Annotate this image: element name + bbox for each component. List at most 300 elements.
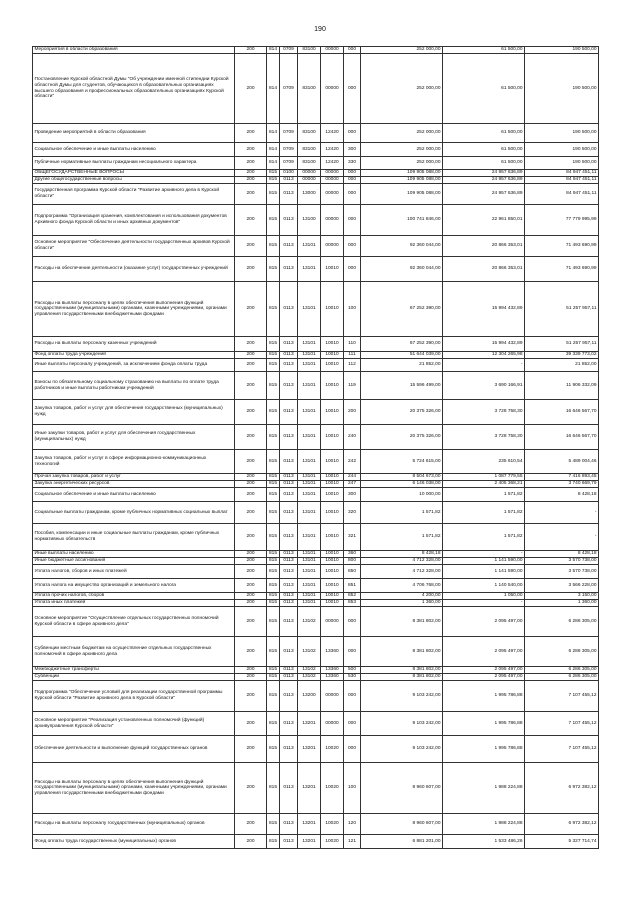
row-name: Фонд оплаты труда государственных (муниципальных) органов bbox=[33, 835, 235, 849]
amount-executed: 1 050,00 bbox=[443, 593, 525, 600]
table-row bbox=[33, 607, 599, 637]
code-ministry-200: 200 bbox=[235, 143, 267, 157]
code-expense-type: 000 bbox=[344, 236, 361, 257]
code-section: 0113 bbox=[280, 736, 298, 763]
amount-remaining: 77 779 995,99 bbox=[525, 205, 599, 236]
table-row bbox=[33, 54, 599, 124]
amount-approved: 100 741 846,00 bbox=[361, 205, 443, 236]
code-department: 815 bbox=[267, 593, 280, 600]
row-name: Иные закупки товаров, работ и услуг для обеспечения государственных (муниципальных) нужд bbox=[33, 425, 235, 450]
code-expense-type: 244 bbox=[344, 474, 361, 481]
amount-approved: 252 000,00 bbox=[361, 124, 443, 143]
code-department: 815 bbox=[267, 600, 280, 607]
code-section: 0100 bbox=[280, 170, 298, 177]
row-name: ОБЩЕГОСУДАРСТВЕННЫЕ ВОПРОСЫ bbox=[33, 170, 235, 177]
code-expense-type: 000 bbox=[344, 257, 361, 282]
amount-executed: 1 571,82 bbox=[443, 524, 525, 551]
amount-executed: 1 995 786,88 bbox=[443, 736, 525, 763]
amount-remaining: 190 500,00 bbox=[525, 124, 599, 143]
amount-remaining: 190 500,00 bbox=[525, 157, 599, 170]
code-department: 815 bbox=[267, 474, 280, 481]
code-program: 13102 bbox=[298, 637, 321, 667]
code-section: 0113 bbox=[280, 551, 298, 558]
amount-approved: 4 712 328,00 bbox=[361, 558, 443, 565]
code-department: 815 bbox=[267, 282, 280, 337]
amount-remaining: 190 500,00 bbox=[525, 54, 599, 124]
amount-executed: 1 995 786,88 bbox=[443, 712, 525, 736]
amount-executed: - bbox=[443, 359, 525, 372]
amount-remaining: 7 107 455,12 bbox=[525, 681, 599, 712]
code-program: 13101 bbox=[298, 425, 321, 450]
code-expense-type: 300 bbox=[344, 143, 361, 157]
table-row bbox=[33, 814, 599, 835]
code-direction: 10020 bbox=[321, 763, 344, 814]
amount-approved: 20 375 326,00 bbox=[361, 400, 443, 425]
code-direction: 10010 bbox=[321, 600, 344, 607]
code-ministry-200: 200 bbox=[235, 736, 267, 763]
table-row bbox=[33, 177, 599, 184]
code-program: 13102 bbox=[298, 607, 321, 637]
code-section: 0113 bbox=[280, 579, 298, 593]
code-ministry-200: 200 bbox=[235, 425, 267, 450]
table-row bbox=[33, 184, 599, 205]
amount-remaining: 6 972 382,12 bbox=[525, 763, 599, 814]
amount-executed: 12 304 265,98 bbox=[443, 352, 525, 359]
code-direction: 10010 bbox=[321, 282, 344, 337]
code-department: 814 bbox=[267, 143, 280, 157]
amount-approved: 15 596 499,00 bbox=[361, 372, 443, 400]
code-section: 0709 bbox=[280, 124, 298, 143]
code-direction: 00000 bbox=[321, 607, 344, 637]
code-ministry-200: 200 bbox=[235, 352, 267, 359]
table-row bbox=[33, 474, 599, 481]
amount-approved: 20 375 326,00 bbox=[361, 425, 443, 450]
amount-executed: 2 095 497,00 bbox=[443, 607, 525, 637]
amount-executed: 2 095 497,00 bbox=[443, 667, 525, 674]
amount-remaining: 7 107 455,12 bbox=[525, 712, 599, 736]
code-ministry-200: 200 bbox=[235, 712, 267, 736]
row-name: Социальное обеспечение и иные выплаты населению bbox=[33, 488, 235, 502]
code-expense-type: 000 bbox=[344, 47, 361, 54]
code-expense-type: 330 bbox=[344, 157, 361, 170]
code-direction: 10010 bbox=[321, 359, 344, 372]
amount-remaining: 3 150,00 bbox=[525, 593, 599, 600]
code-program: 13101 bbox=[298, 337, 321, 352]
amount-approved: 8 381 802,00 bbox=[361, 607, 443, 637]
table-row bbox=[33, 170, 599, 177]
amount-remaining: 6 972 382,12 bbox=[525, 814, 599, 835]
code-program: 13100 bbox=[298, 205, 321, 236]
code-direction: 10020 bbox=[321, 835, 344, 849]
code-expense-type: 119 bbox=[344, 372, 361, 400]
amount-approved: 8 428,18 bbox=[361, 551, 443, 558]
code-section: 0113 bbox=[280, 282, 298, 337]
amount-remaining: 6 286 305,00 bbox=[525, 674, 599, 681]
code-expense-type: 240 bbox=[344, 425, 361, 450]
code-direction: 10010 bbox=[321, 551, 344, 558]
amount-executed: 15 994 432,89 bbox=[443, 282, 525, 337]
amount-executed: 61 500,00 bbox=[443, 143, 525, 157]
amount-remaining: 84 947 451,11 bbox=[525, 170, 599, 177]
code-ministry-200: 200 bbox=[235, 558, 267, 565]
row-name: Государственная программа Курской области "Развитие архивного дела в Курской области" bbox=[33, 184, 235, 205]
table-row bbox=[33, 282, 599, 337]
row-name: Подпрограмма "Обеспечение условий для реализации государственной программы Курской области "Развитие архивного дела в Курской области" bbox=[33, 681, 235, 712]
amount-remaining: 190 500,00 bbox=[525, 47, 599, 54]
row-name: Иные выплаты населению bbox=[33, 551, 235, 558]
code-ministry-200: 200 bbox=[235, 674, 267, 681]
code-direction: 10010 bbox=[321, 558, 344, 565]
amount-executed: 61 500,00 bbox=[443, 47, 525, 54]
row-name: Уплата иных платежей bbox=[33, 600, 235, 607]
code-expense-type: 000 bbox=[344, 205, 361, 236]
row-name: Уплата налогов, сборов и иных платежей bbox=[33, 565, 235, 579]
code-program: 13101 bbox=[298, 579, 321, 593]
row-name: Закупка товаров, работ и услуг для обеспечения государственных (муниципальных) нужд bbox=[33, 400, 235, 425]
row-name: Уплата прочих налогов, сборов bbox=[33, 593, 235, 600]
amount-remaining: 21 852,00 bbox=[525, 359, 599, 372]
code-ministry-200: 200 bbox=[235, 763, 267, 814]
amount-executed: 3 728 758,30 bbox=[443, 425, 525, 450]
amount-executed: 3 728 758,30 bbox=[443, 400, 525, 425]
table-row bbox=[33, 835, 599, 849]
code-program: 13201 bbox=[298, 814, 321, 835]
code-program: 13200 bbox=[298, 681, 321, 712]
code-department: 815 bbox=[267, 184, 280, 205]
amount-executed: 15 994 432,89 bbox=[443, 337, 525, 352]
code-section: 0113 bbox=[280, 488, 298, 502]
table-row bbox=[33, 712, 599, 736]
amount-remaining: - bbox=[525, 502, 599, 524]
code-direction: 10010 bbox=[321, 352, 344, 359]
code-department: 814 bbox=[267, 47, 280, 54]
code-program: 13101 bbox=[298, 551, 321, 558]
code-section: 0113 bbox=[280, 184, 298, 205]
code-expense-type: 121 bbox=[344, 835, 361, 849]
row-name: Иные выплаты персоналу учреждений, за исключением фонда оплаты труда bbox=[33, 359, 235, 372]
amount-executed: 24 957 636,89 bbox=[443, 170, 525, 177]
amount-remaining: 84 947 451,11 bbox=[525, 177, 599, 184]
code-direction: 00000 bbox=[321, 47, 344, 54]
code-section: 0113 bbox=[280, 337, 298, 352]
code-section: 0113 bbox=[280, 524, 298, 551]
row-name: Социальные выплаты гражданам, кроме публичных нормативных социальных выплат bbox=[33, 502, 235, 524]
code-ministry-200: 200 bbox=[235, 551, 267, 558]
code-program: 13101 bbox=[298, 481, 321, 488]
code-direction: 10010 bbox=[321, 474, 344, 481]
amount-approved: 109 905 088,00 bbox=[361, 170, 443, 177]
row-name: Постановление Курской областной Думы "Об учреждении именной стипендии Курской областной Думы для студентов, обучающихся в образовательных организациях высшего образования и профессиональных образовательных организациях Курской области" bbox=[33, 54, 235, 124]
code-program: 13000 bbox=[298, 184, 321, 205]
table-row bbox=[33, 372, 599, 400]
code-program: 13101 bbox=[298, 593, 321, 600]
amount-remaining: 3 570 738,00 bbox=[525, 558, 599, 565]
row-name: Мероприятия в области образования bbox=[33, 47, 235, 54]
code-section: 0113 bbox=[280, 481, 298, 488]
code-direction: 00000 bbox=[321, 184, 344, 205]
amount-remaining: 7 107 455,12 bbox=[525, 736, 599, 763]
code-department: 815 bbox=[267, 337, 280, 352]
table-row bbox=[33, 558, 599, 565]
code-expense-type: 851 bbox=[344, 579, 361, 593]
table-row bbox=[33, 257, 599, 282]
code-direction: 10010 bbox=[321, 502, 344, 524]
code-expense-type: 300 bbox=[344, 488, 361, 502]
amount-executed: 3 690 166,91 bbox=[443, 372, 525, 400]
amount-executed: - bbox=[443, 551, 525, 558]
amount-executed: 22 961 850,01 bbox=[443, 205, 525, 236]
amount-approved: 21 852,00 bbox=[361, 359, 443, 372]
row-name: Иные бюджетные ассигнования bbox=[33, 558, 235, 565]
row-name: Расходы на выплаты персоналу в целях обеспечения выполнения функций государственными (муниципальными) органами, казенными учреждениями, органами управления государственными внебюджетными фондами bbox=[33, 763, 235, 814]
row-name: Социальное обеспечение и иные выплаты населению bbox=[33, 143, 235, 157]
code-ministry-200: 200 bbox=[235, 524, 267, 551]
code-direction: 10010 bbox=[321, 593, 344, 600]
code-department: 815 bbox=[267, 763, 280, 814]
amount-remaining: 16 646 567,70 bbox=[525, 425, 599, 450]
code-program: 83100 bbox=[298, 124, 321, 143]
amount-executed: 1 140 540,00 bbox=[443, 579, 525, 593]
code-direction: 10010 bbox=[321, 488, 344, 502]
code-program: 13102 bbox=[298, 674, 321, 681]
table-row bbox=[33, 524, 599, 551]
code-direction: 10020 bbox=[321, 736, 344, 763]
row-name: Основное мероприятие "Осуществление отдельных государственных полномочий Курской области в сфере архивного дела" bbox=[33, 607, 235, 637]
code-ministry-200: 200 bbox=[235, 170, 267, 177]
amount-remaining: 3 566 228,00 bbox=[525, 579, 599, 593]
code-direction: 00000 bbox=[321, 712, 344, 736]
code-program: 13201 bbox=[298, 835, 321, 849]
table-row bbox=[33, 600, 599, 607]
code-program: 13101 bbox=[298, 474, 321, 481]
code-program: 00000 bbox=[298, 177, 321, 184]
code-ministry-200: 200 bbox=[235, 450, 267, 474]
amount-remaining: 71 493 690,99 bbox=[525, 236, 599, 257]
code-section: 0113 bbox=[280, 502, 298, 524]
amount-remaining: 7 416 893,45 bbox=[525, 474, 599, 481]
amount-remaining: 16 646 567,70 bbox=[525, 400, 599, 425]
code-department: 814 bbox=[267, 54, 280, 124]
code-department: 815 bbox=[267, 502, 280, 524]
code-program: 13101 bbox=[298, 558, 321, 565]
code-expense-type: 000 bbox=[344, 637, 361, 667]
row-name: Уплата налога на имущество организаций и земельного налога bbox=[33, 579, 235, 593]
code-program: 13201 bbox=[298, 763, 321, 814]
code-expense-type: 000 bbox=[344, 712, 361, 736]
code-section: 0113 bbox=[280, 814, 298, 835]
code-program: 13101 bbox=[298, 282, 321, 337]
amount-approved: 6 881 201,00 bbox=[361, 835, 443, 849]
amount-approved: 252 000,00 bbox=[361, 47, 443, 54]
amount-executed: 1 988 224,88 bbox=[443, 763, 525, 814]
table-row bbox=[33, 337, 599, 352]
amount-executed: 61 500,00 bbox=[443, 124, 525, 143]
code-section: 0113 bbox=[280, 372, 298, 400]
code-department: 815 bbox=[267, 170, 280, 177]
amount-remaining: 5 489 004,46 bbox=[525, 450, 599, 474]
amount-executed: 2 405 368,21 bbox=[443, 481, 525, 488]
code-department: 815 bbox=[267, 565, 280, 579]
amount-executed: 20 866 353,01 bbox=[443, 236, 525, 257]
code-department: 815 bbox=[267, 205, 280, 236]
code-section: 0709 bbox=[280, 54, 298, 124]
table-row bbox=[33, 565, 599, 579]
code-department: 815 bbox=[267, 667, 280, 674]
code-ministry-200: 200 bbox=[235, 54, 267, 124]
amount-approved: 92 360 044,00 bbox=[361, 257, 443, 282]
code-direction: 10010 bbox=[321, 579, 344, 593]
code-direction: 10010 bbox=[321, 400, 344, 425]
table-row bbox=[33, 425, 599, 450]
code-expense-type: 852 bbox=[344, 593, 361, 600]
code-department: 815 bbox=[267, 450, 280, 474]
code-section: 0113 bbox=[280, 425, 298, 450]
amount-remaining: 6 286 305,00 bbox=[525, 607, 599, 637]
code-ministry-200: 200 bbox=[235, 47, 267, 54]
code-section: 0709 bbox=[280, 143, 298, 157]
table-row bbox=[33, 143, 599, 157]
code-program: 13101 bbox=[298, 565, 321, 579]
amount-approved: 1 360,00 bbox=[361, 600, 443, 607]
table-row bbox=[33, 450, 599, 474]
code-ministry-200: 200 bbox=[235, 205, 267, 236]
amount-approved: 9 103 242,00 bbox=[361, 736, 443, 763]
amount-remaining: 8 428,18 bbox=[525, 551, 599, 558]
amount-remaining: 51 257 957,11 bbox=[525, 282, 599, 337]
code-department: 815 bbox=[267, 712, 280, 736]
table-row bbox=[33, 502, 599, 524]
code-department: 815 bbox=[267, 607, 280, 637]
code-ministry-200: 200 bbox=[235, 607, 267, 637]
code-ministry-200: 200 bbox=[235, 637, 267, 667]
amount-approved: 8 381 802,00 bbox=[361, 674, 443, 681]
code-ministry-200: 200 bbox=[235, 835, 267, 849]
code-department: 815 bbox=[267, 835, 280, 849]
code-department: 815 bbox=[267, 359, 280, 372]
code-ministry-200: 200 bbox=[235, 236, 267, 257]
code-ministry-200: 200 bbox=[235, 372, 267, 400]
code-direction: 00000 bbox=[321, 54, 344, 124]
code-expense-type: 112 bbox=[344, 359, 361, 372]
row-name: Взносы по обязательному социальному страхованию на выплаты по оплате труда работников и иные выплаты работникам учреждений bbox=[33, 372, 235, 400]
amount-executed: 1 571,82 bbox=[443, 488, 525, 502]
amount-approved: 4 200,00 bbox=[361, 593, 443, 600]
code-section: 0113 bbox=[280, 607, 298, 637]
code-department: 815 bbox=[267, 481, 280, 488]
code-ministry-200: 200 bbox=[235, 814, 267, 835]
row-name: Расходы на выплаты персоналу казенных учреждений bbox=[33, 337, 235, 352]
code-expense-type: 850 bbox=[344, 565, 361, 579]
table-row bbox=[33, 593, 599, 600]
code-ministry-200: 200 bbox=[235, 359, 267, 372]
row-name: Субвенции местным бюджетам на осуществление отдельных государственных полномочий в сфере архивного дела bbox=[33, 637, 235, 667]
code-section: 0113 bbox=[280, 359, 298, 372]
code-direction: 12420 bbox=[321, 157, 344, 170]
code-expense-type: 800 bbox=[344, 558, 361, 565]
code-department: 815 bbox=[267, 558, 280, 565]
amount-executed: - bbox=[443, 600, 525, 607]
amount-remaining: 51 257 957,11 bbox=[525, 337, 599, 352]
code-section: 0113 bbox=[280, 565, 298, 579]
code-department: 815 bbox=[267, 400, 280, 425]
code-program: 83100 bbox=[298, 47, 321, 54]
amount-approved: 8 960 607,00 bbox=[361, 763, 443, 814]
code-expense-type: 320 bbox=[344, 502, 361, 524]
code-program: 13101 bbox=[298, 352, 321, 359]
code-department: 815 bbox=[267, 551, 280, 558]
amount-executed: 1 141 590,00 bbox=[443, 565, 525, 579]
code-direction: 10010 bbox=[321, 425, 344, 450]
row-name: Основное мероприятие "Реализация установленных полномочий (функций) архивуправления Курской области" bbox=[33, 712, 235, 736]
amount-executed: 1 533 486,26 bbox=[443, 835, 525, 849]
code-program: 83100 bbox=[298, 157, 321, 170]
amount-executed: 24 957 636,89 bbox=[443, 177, 525, 184]
amount-executed: 235 610,54 bbox=[443, 450, 525, 474]
code-expense-type: 853 bbox=[344, 600, 361, 607]
code-section: 0113 bbox=[280, 474, 298, 481]
code-program: 13101 bbox=[298, 236, 321, 257]
code-program: 13101 bbox=[298, 524, 321, 551]
amount-remaining: 8 428,18 bbox=[525, 488, 599, 502]
code-ministry-200: 200 bbox=[235, 488, 267, 502]
code-expense-type: 000 bbox=[344, 607, 361, 637]
code-expense-type: 000 bbox=[344, 177, 361, 184]
code-department: 815 bbox=[267, 236, 280, 257]
code-department: 815 bbox=[267, 637, 280, 667]
code-expense-type: 110 bbox=[344, 337, 361, 352]
code-department: 815 bbox=[267, 524, 280, 551]
row-name: Расходы на обеспечение деятельности (оказание услуг) государственных учреждений bbox=[33, 257, 235, 282]
row-name: Закупка товаров, работ и услуг в сфере информационно-коммуникационных технологий bbox=[33, 450, 235, 474]
code-department: 814 bbox=[267, 124, 280, 143]
code-direction: 10010 bbox=[321, 524, 344, 551]
code-program: 83100 bbox=[298, 54, 321, 124]
code-section: 0709 bbox=[280, 47, 298, 54]
code-expense-type: 120 bbox=[344, 814, 361, 835]
code-section: 0113 bbox=[280, 352, 298, 359]
budget-table bbox=[32, 46, 599, 849]
code-ministry-200: 200 bbox=[235, 593, 267, 600]
code-ministry-200: 200 bbox=[235, 502, 267, 524]
code-department: 815 bbox=[267, 257, 280, 282]
page-number: 190 bbox=[314, 26, 326, 33]
amount-remaining: 6 286 305,00 bbox=[525, 637, 599, 667]
code-department: 815 bbox=[267, 579, 280, 593]
table-row bbox=[33, 352, 599, 359]
code-program: 83100 bbox=[298, 143, 321, 157]
row-name: Фонд оплаты труда учреждений bbox=[33, 352, 235, 359]
table-row bbox=[33, 551, 599, 558]
code-direction: 13360 bbox=[321, 667, 344, 674]
code-section: 0113 bbox=[280, 205, 298, 236]
code-direction: 12420 bbox=[321, 124, 344, 143]
code-ministry-200: 200 bbox=[235, 124, 267, 143]
table-row bbox=[33, 481, 599, 488]
code-ministry-200: 200 bbox=[235, 667, 267, 674]
amount-remaining: 71 493 690,99 bbox=[525, 257, 599, 282]
amount-approved: 8 504 673,00 bbox=[361, 474, 443, 481]
code-ministry-200: 200 bbox=[235, 565, 267, 579]
code-expense-type: 100 bbox=[344, 282, 361, 337]
code-direction: 10010 bbox=[321, 481, 344, 488]
code-direction: 10010 bbox=[321, 450, 344, 474]
code-section: 0113 bbox=[280, 593, 298, 600]
amount-approved: 92 360 044,00 bbox=[361, 236, 443, 257]
table-row bbox=[33, 157, 599, 170]
code-program: 13101 bbox=[298, 257, 321, 282]
amount-approved: 8 381 802,00 bbox=[361, 637, 443, 667]
row-name: Межбюджетные трансферты bbox=[33, 667, 235, 674]
